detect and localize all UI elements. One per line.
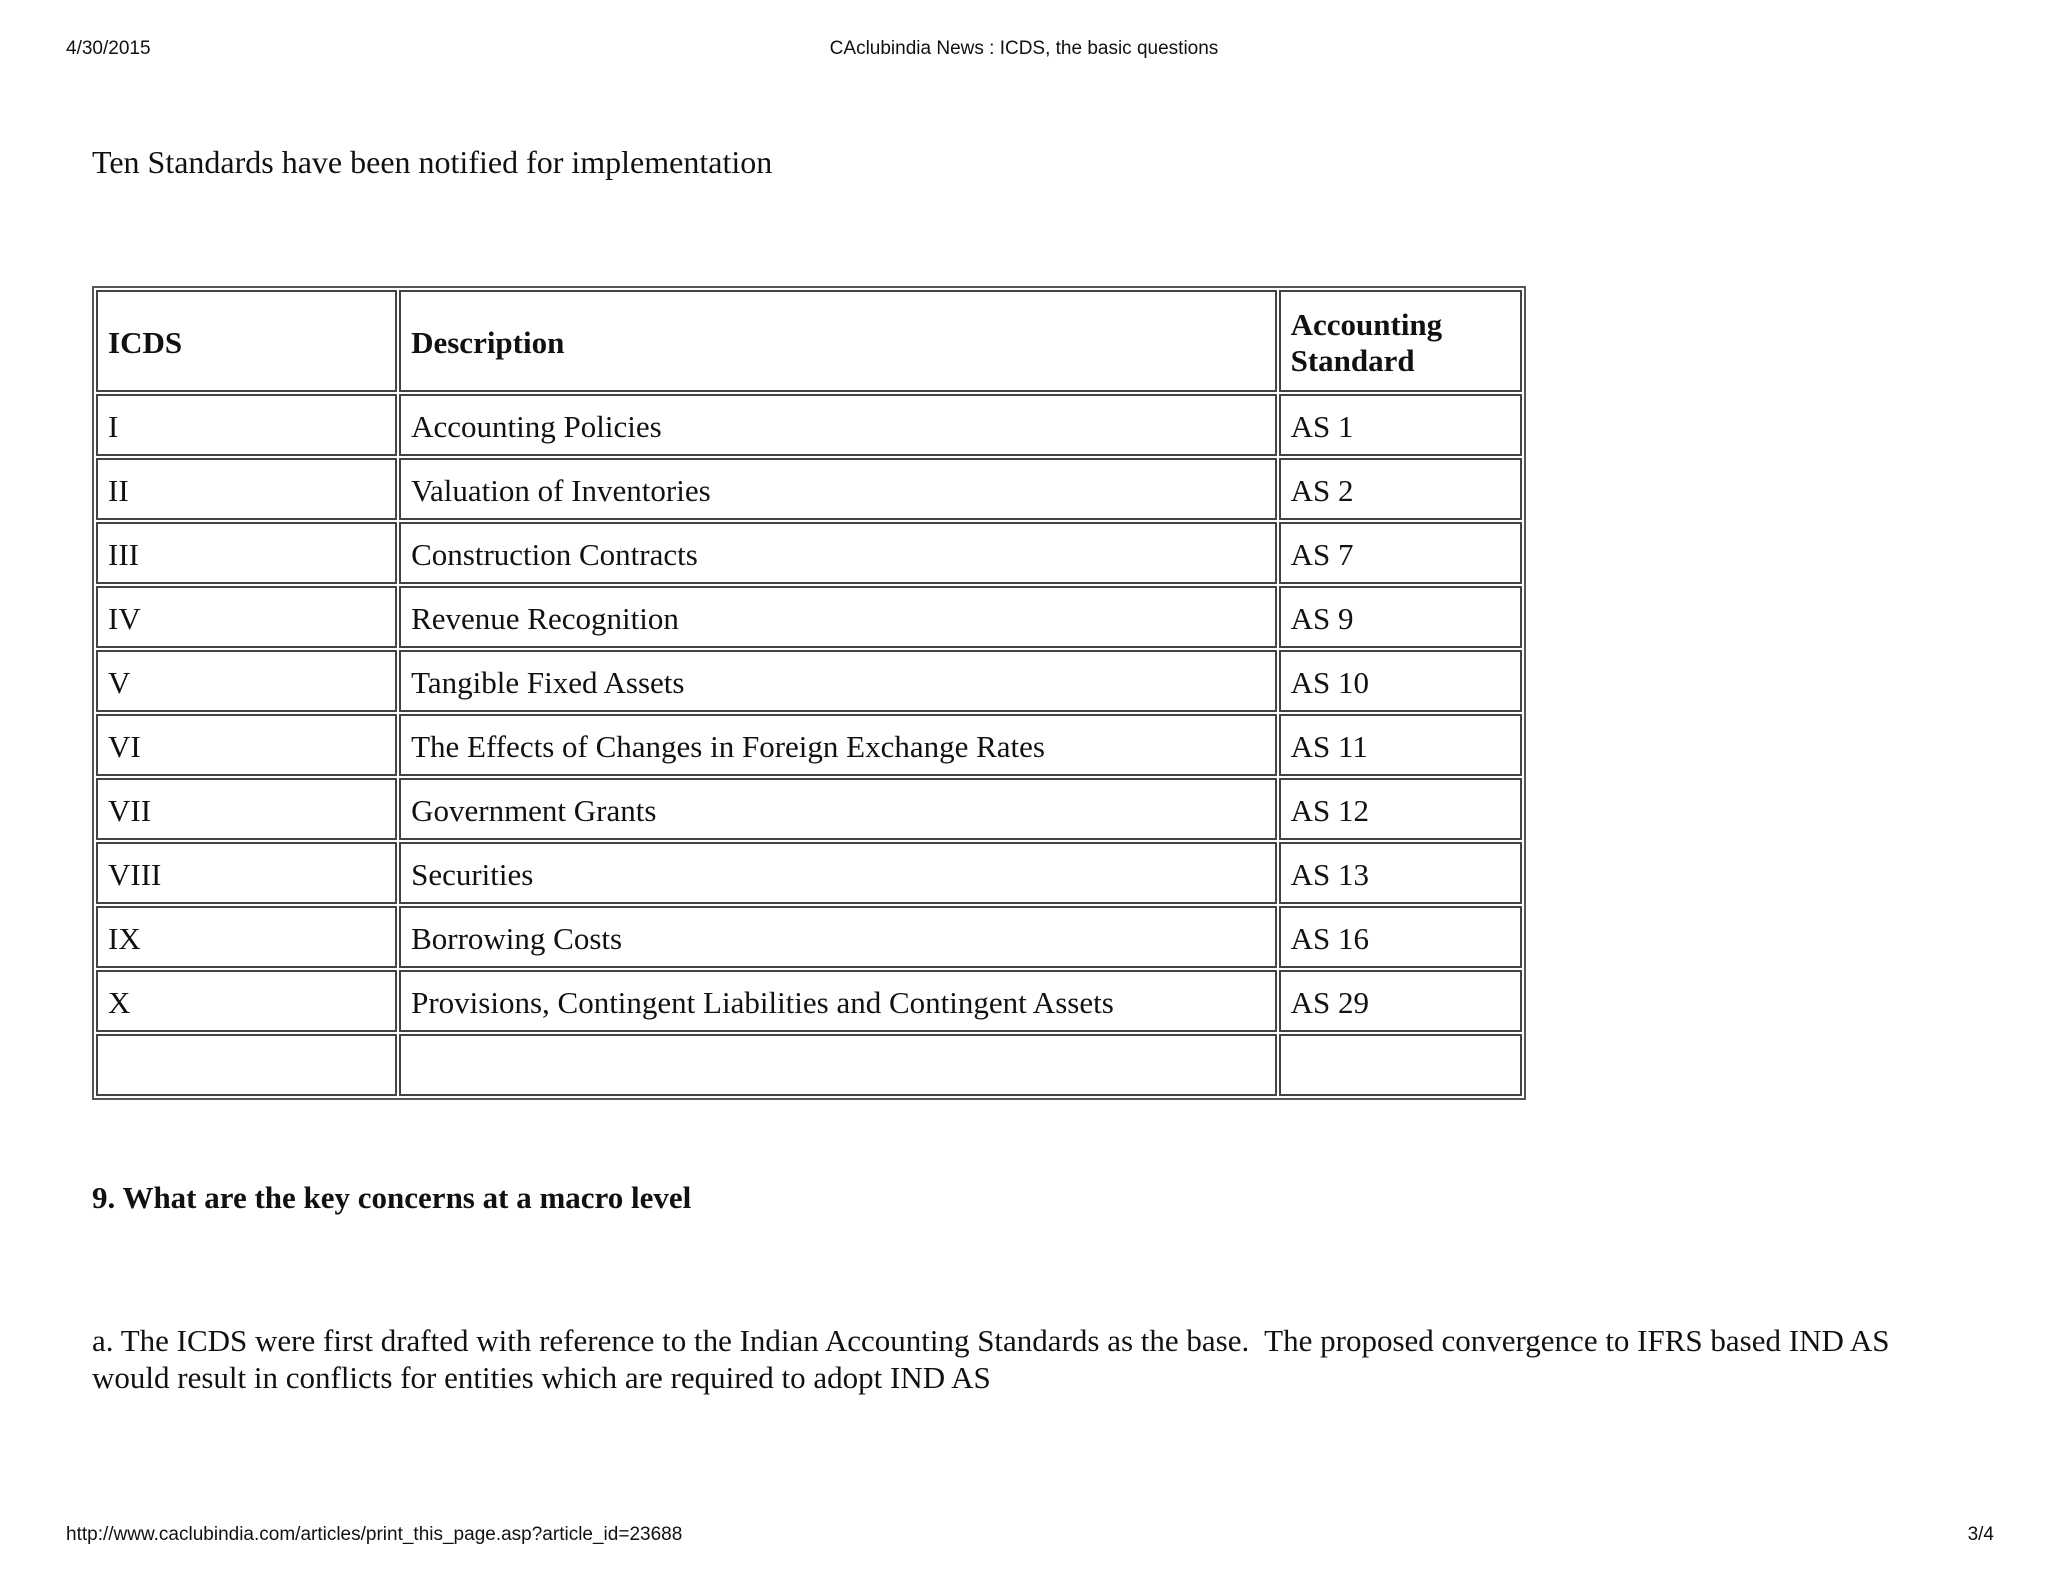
icds-cell: X — [96, 970, 397, 1032]
accounting-standard-cell — [1279, 1034, 1522, 1096]
accounting-standard-cell: AS 16 — [1279, 906, 1522, 968]
icds-cell: IX — [96, 906, 397, 968]
column-header-accounting-standard: Accounting Standard — [1279, 290, 1522, 392]
table-row — [96, 650, 1522, 712]
accounting-standard-cell: AS 10 — [1279, 650, 1522, 712]
description-cell: Construction Contracts — [399, 522, 1277, 584]
table-row — [96, 906, 1522, 968]
accounting-standard-cell: AS 13 — [1279, 842, 1522, 904]
icds-cell — [96, 1034, 397, 1096]
accounting-standard-cell: AS 2 — [1279, 458, 1522, 520]
description-cell: Accounting Policies — [399, 394, 1277, 456]
icds-cell: II — [96, 458, 397, 520]
table-row — [96, 394, 1522, 456]
table-row-empty — [96, 1034, 1522, 1096]
section-heading: 9. What are the key concerns at a macro level — [92, 1180, 692, 1215]
print-header-title: CAclubindia News : ICDS, the basic questions — [829, 38, 1219, 59]
table-row — [96, 778, 1522, 840]
accounting-standard-cell: AS 7 — [1279, 522, 1522, 584]
description-cell: Borrowing Costs — [399, 906, 1277, 968]
column-header-description: Description — [399, 290, 1277, 392]
table-row — [96, 970, 1522, 1032]
icds-cell: VI — [96, 714, 397, 776]
icds-cell: I — [96, 394, 397, 456]
description-cell: The Effects of Changes in Foreign Exchange Rates — [399, 714, 1277, 776]
table-row — [96, 586, 1522, 648]
accounting-standard-cell: AS 12 — [1279, 778, 1522, 840]
description-cell — [399, 1034, 1277, 1096]
description-cell: Tangible Fixed Assets — [399, 650, 1277, 712]
icds-cell: IV — [96, 586, 397, 648]
icds-cell: V — [96, 650, 397, 712]
table-row — [96, 522, 1522, 584]
table-row — [96, 458, 1522, 520]
description-cell: Revenue Recognition — [399, 586, 1277, 648]
print-footer-url: http://www.caclubindia.com/articles/print_this_page.asp?article_id=23688 — [66, 1524, 683, 1545]
description-cell: Securities — [399, 842, 1277, 904]
description-cell: Provisions, Contingent Liabilities and Contingent Assets — [399, 970, 1277, 1032]
accounting-standard-cell: AS 11 — [1279, 714, 1522, 776]
intro-text: Ten Standards have been notified for implementation — [92, 144, 773, 180]
print-header-date: 4/30/2015 — [66, 38, 151, 59]
icds-cell: III — [96, 522, 397, 584]
accounting-standard-cell: AS 1 — [1279, 394, 1522, 456]
table-row — [96, 842, 1522, 904]
accounting-standard-cell: AS 29 — [1279, 970, 1522, 1032]
description-cell: Valuation of Inventories — [399, 458, 1277, 520]
table-header-row — [96, 290, 1522, 392]
body-paragraph: a. The ICDS were first drafted with reference to the Indian Accounting Standards as the base. The proposed convergence to IFRS based IND AS would result in conflicts for entities which are required to adopt IND AS — [92, 1323, 1898, 1395]
description-cell: Government Grants — [399, 778, 1277, 840]
icds-standards-table — [92, 286, 1526, 1100]
icds-cell: VIII — [96, 842, 397, 904]
accounting-standard-cell: AS 9 — [1279, 586, 1522, 648]
column-header-icds: ICDS — [96, 290, 397, 392]
table-row — [96, 714, 1522, 776]
icds-cell: VII — [96, 778, 397, 840]
print-footer-page-number: 3/4 — [1967, 1524, 1994, 1545]
